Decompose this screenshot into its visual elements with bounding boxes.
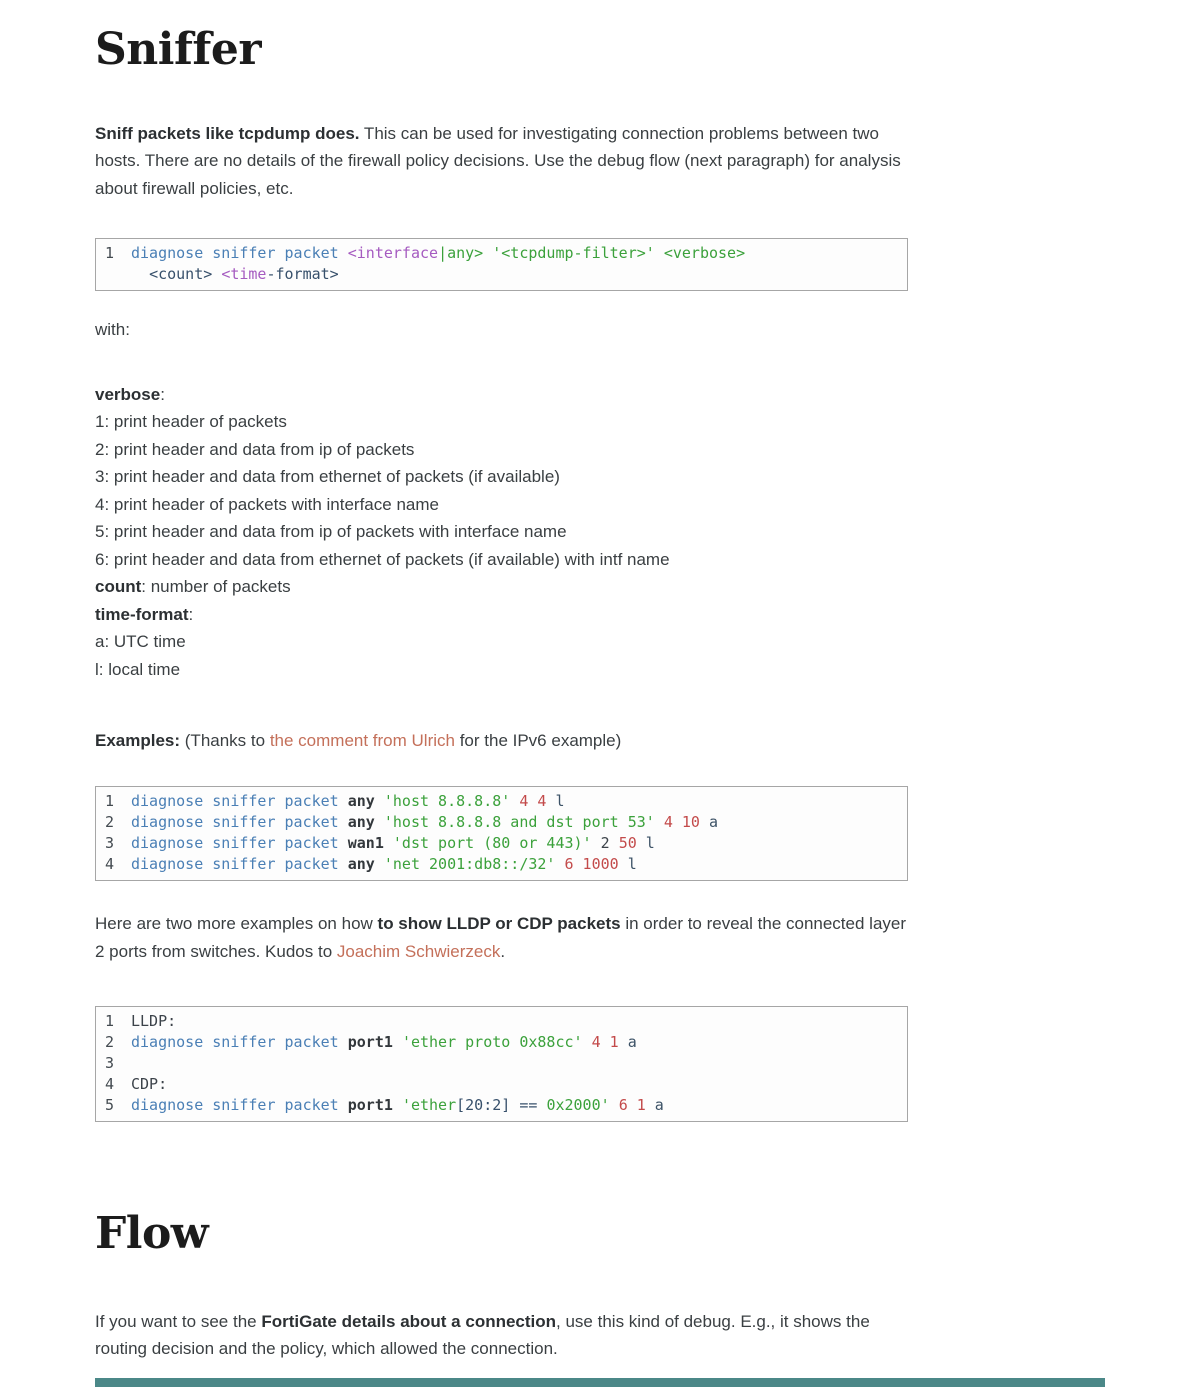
code-text <box>131 854 637 875</box>
sniffer-examples-code-block[interactable] <box>95 786 908 881</box>
text-segment: . <box>500 941 506 961</box>
code-token: 'net 2001:db8::/32' <box>383 855 556 874</box>
code-text <box>131 1095 664 1116</box>
code-token: 'host 8.8.8.8 and dst port 53' <box>383 813 655 832</box>
code-token <box>510 792 519 810</box>
text-segment: 3: print header and data from ethernet of packets (if available) <box>95 467 560 487</box>
code-token: diagnose sniffer packet <box>131 792 348 811</box>
line-number: 2 <box>105 1033 115 1052</box>
code-text <box>131 243 745 264</box>
definition-line <box>95 656 910 684</box>
code-token <box>483 244 492 262</box>
text-segment: : number of packets <box>141 577 291 597</box>
line-number: 4 <box>105 1075 115 1094</box>
code-line <box>105 243 898 264</box>
code-token: diagnose sniffer packet <box>131 855 348 874</box>
code-token: [20:2] == <box>456 1096 547 1115</box>
code-token: 'dst port (80 or 443)' <box>392 834 592 853</box>
examples-heading <box>95 727 910 755</box>
code-token: |any> <box>438 244 484 263</box>
line-number: 5 <box>105 1096 115 1115</box>
parameter-definitions <box>95 381 910 684</box>
lldp-cdp-paragraph <box>95 910 910 965</box>
definition-line <box>95 463 910 491</box>
code-text <box>131 833 655 854</box>
code-token: wan1 <box>347 834 393 853</box>
code-token <box>655 244 664 262</box>
inline-link[interactable]: the comment from Ulrich <box>269 731 455 751</box>
code-token <box>592 834 601 852</box>
line-number: 1 <box>105 792 115 811</box>
code-token: 'ether proto 0x88cc' <box>401 1033 583 1052</box>
code-line <box>105 1074 898 1095</box>
text-segment: time-format <box>95 604 189 624</box>
text-segment: This can be used for investigating connection problems between two hosts. There are no details of the firewall policy decisions. Use the debug flow (next paragraph) for analysis about firewall policies, etc. <box>95 123 901 198</box>
text-segment: 5: print header and data from ip of packets with interface name <box>95 522 567 542</box>
code-token: l <box>636 834 655 853</box>
text-segment: , use this kind of debug. E.g., it shows the routing decision and the policy, which allowed the connection. <box>95 1311 870 1359</box>
code-token <box>212 265 221 283</box>
code-line <box>105 791 898 812</box>
code-token <box>583 1033 592 1051</box>
code-text <box>131 1053 140 1074</box>
code-token: -format> <box>266 265 339 284</box>
code-line <box>105 1032 898 1053</box>
code-token: 4 10 <box>663 813 700 832</box>
definition-line <box>95 628 910 656</box>
code-token: a <box>645 1096 664 1115</box>
text-segment: Sniff packets like tcpdump does. <box>95 123 360 143</box>
line-number: 1 <box>105 1012 115 1031</box>
definition-line <box>95 601 910 629</box>
code-text <box>131 1074 167 1095</box>
lldp-cdp-code-block[interactable] <box>95 1006 908 1122</box>
definition-line <box>95 546 910 574</box>
code-token: l <box>618 855 637 874</box>
code-token: diagnose sniffer packet <box>131 813 348 832</box>
line-number <box>105 264 121 285</box>
code-token: 6 1000 <box>564 855 619 874</box>
inline-link[interactable]: Joachim Schwierzeck <box>336 941 501 961</box>
code-token: <interface <box>347 244 439 263</box>
definition-line <box>95 381 910 409</box>
text-segment: 4: print header of packets with interface name <box>95 494 439 514</box>
code-token <box>610 834 619 852</box>
code-token <box>655 813 664 831</box>
definition-line <box>95 573 910 601</box>
code-token: diagnose sniffer packet <box>131 244 348 263</box>
text-segment: l: local time <box>95 659 181 679</box>
code-text <box>131 791 565 812</box>
text-segment: a: UTC time <box>95 632 186 652</box>
code-token: 0x2000' <box>546 1096 610 1115</box>
code-token: 6 1 <box>618 1096 646 1115</box>
code-token: 2 <box>600 834 610 853</box>
code-token: <time <box>221 265 267 284</box>
text-segment: in order to reveal the connected layer 2 ports from switches. Kudos to <box>95 914 907 961</box>
text-segment: 2: print header and data from ip of packets <box>95 439 415 459</box>
definition-line <box>95 408 910 436</box>
heading-sniffer: Sniffer <box>95 24 262 75</box>
flow-intro-paragraph <box>95 1308 910 1363</box>
code-token <box>555 855 564 873</box>
text-segment: verbose <box>95 384 161 404</box>
code-text <box>131 264 339 285</box>
line-number: 1 <box>105 244 115 263</box>
code-token: 'ether <box>401 1096 457 1115</box>
heading-flow: Flow <box>95 1208 209 1260</box>
code-token: any <box>347 813 384 832</box>
code-token: <verbose> <box>663 244 746 263</box>
code-token: diagnose sniffer packet <box>131 834 348 853</box>
code-token <box>610 1096 619 1114</box>
line-number: 2 <box>105 813 115 832</box>
code-line <box>105 833 898 854</box>
text-segment: Here are two more examples on how <box>95 914 378 934</box>
definition-line <box>95 518 910 546</box>
text-segment: for the IPv6 example) <box>454 731 622 751</box>
code-token: 'host 8.8.8.8' <box>383 792 511 811</box>
code-line <box>105 1011 898 1032</box>
code-token: LLDP: <box>131 1012 177 1031</box>
line-number: 3 <box>105 1054 115 1073</box>
text-segment: If you want to see the <box>95 1311 262 1331</box>
text-segment: 1: print header of packets <box>95 412 287 432</box>
code-token: 4 1 <box>591 1033 619 1052</box>
text-segment: (Thanks to <box>180 731 270 751</box>
code-token: 50 <box>618 834 637 853</box>
definition-line <box>95 436 910 464</box>
line-number: 3 <box>105 834 115 853</box>
text-segment: 6: print header and data from ethernet of packets (if available) with intf name <box>95 549 670 569</box>
code-token: '<tcpdump-filter>' <box>492 244 655 263</box>
content-column <box>95 26 910 1363</box>
code-line <box>105 854 898 875</box>
text-segment: count <box>95 577 142 597</box>
code-line <box>105 1053 898 1074</box>
code-text <box>131 812 718 833</box>
code-line <box>105 264 898 285</box>
code-line <box>105 812 898 833</box>
code-text <box>131 1011 176 1032</box>
text-segment: Examples: <box>95 731 181 751</box>
code-token: port1 <box>347 1096 402 1115</box>
truncated-next-code-block-edge <box>95 1378 1105 1387</box>
code-text <box>131 1032 637 1053</box>
code-token: port1 <box>347 1033 402 1052</box>
code-token: a <box>699 813 719 832</box>
code-token: diagnose sniffer packet <box>131 1096 348 1115</box>
text-segment: to show LLDP or CDP packets <box>377 914 621 934</box>
code-token: CDP: <box>131 1075 168 1094</box>
code-token: any <box>347 792 384 811</box>
text-segment: FortiGate details about a connection <box>261 1311 557 1331</box>
text-segment: : <box>188 604 194 624</box>
code-token: <count> <box>149 265 213 284</box>
code-token: a <box>618 1033 637 1052</box>
code-token: l <box>546 792 565 811</box>
definition-line <box>95 491 910 519</box>
text-segment: : <box>160 384 165 404</box>
code-token: any <box>347 855 384 874</box>
code-line <box>105 1095 898 1116</box>
line-number: 4 <box>105 855 115 874</box>
code-token: diagnose sniffer packet <box>131 1033 348 1052</box>
code-token: 4 4 <box>519 792 547 811</box>
sniffer-syntax-code-block[interactable] <box>95 238 908 291</box>
sniffer-intro-paragraph <box>95 120 910 203</box>
with-label: with: <box>95 320 130 340</box>
code-token <box>131 265 149 283</box>
